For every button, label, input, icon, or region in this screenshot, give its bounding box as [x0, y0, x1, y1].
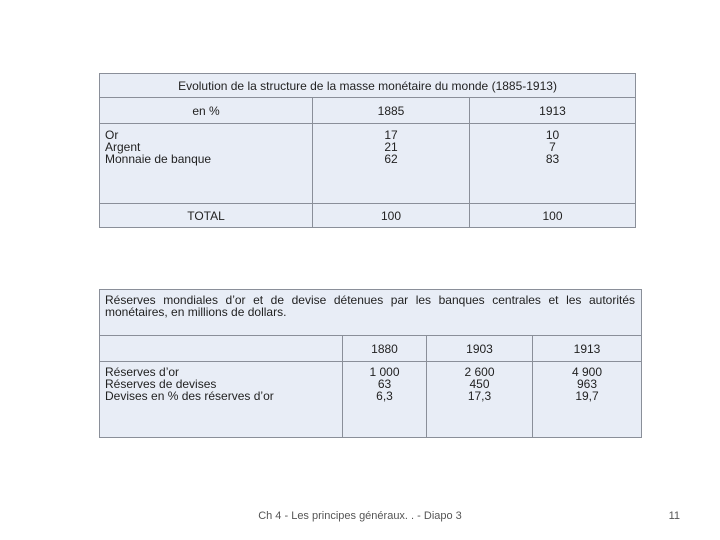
unit-header: en %: [100, 98, 313, 124]
reserves-title: Réserves mondiales d’or et de devise détenues par les banques centrales et les autorités monétaires, en millions de dollars.: [100, 290, 642, 336]
value-silver-1913: 7: [549, 140, 556, 154]
year-header-1913-reserves: 1913: [533, 336, 642, 362]
money-structure-title: Evolution de la structure de la masse monétaire du monde (1885-1913): [100, 74, 636, 98]
values-1885: [313, 124, 470, 204]
total-label: TOTAL: [100, 204, 313, 228]
values-1913: [470, 124, 636, 204]
total-1913: 100: [470, 204, 636, 228]
row-label-silver: Argent: [105, 140, 141, 154]
row-label-gold-reserves: Réserves d’or: [105, 365, 180, 379]
values-1880: [343, 362, 427, 438]
slide-footer: Ch 4 - Les principes généraux. . - Diapo 3: [258, 510, 462, 522]
gold-reserves-1880: 1 000: [369, 365, 400, 379]
value-bank-money-1913: 83: [545, 152, 560, 166]
row-label-currency-pct: Devises en % des réserves d’or: [105, 389, 274, 403]
empty-header-cell: [100, 336, 343, 362]
reserves-table: [99, 289, 642, 438]
money-type-labels: [100, 124, 313, 204]
reserve-labels: [100, 362, 343, 438]
currency-reserves-1880: 63: [377, 377, 392, 391]
year-header-1880: 1880: [343, 336, 427, 362]
row-label-bank-money: Monnaie de banque: [105, 152, 212, 166]
currency-pct-1880: 6,3: [376, 389, 393, 403]
year-header-1913: 1913: [470, 98, 636, 124]
currency-pct-1913: 19,7: [575, 389, 599, 403]
year-header-1903: 1903: [427, 336, 533, 362]
value-silver-1885: 21: [384, 140, 398, 154]
value-bank-money-1885: 62: [384, 152, 398, 166]
value-gold-1913: 10: [545, 128, 560, 142]
money-structure-table: [99, 73, 636, 228]
row-label-currency-reserves: Réserves de devises: [105, 377, 217, 391]
page-number: 11: [668, 510, 680, 522]
gold-reserves-1913: 4 900: [571, 365, 603, 379]
year-header-1885: 1885: [313, 98, 470, 124]
value-gold-1885: 17: [384, 128, 398, 142]
currency-pct-1903: 17,3: [467, 389, 492, 403]
currency-reserves-1903: 450: [469, 377, 490, 391]
values-1913-reserves: [533, 362, 642, 438]
currency-reserves-1913: 963: [576, 377, 598, 391]
total-1885: 100: [313, 204, 470, 228]
gold-reserves-1903: 2 600: [464, 365, 495, 379]
row-label-gold: Or: [105, 128, 119, 142]
values-1903: [427, 362, 533, 438]
